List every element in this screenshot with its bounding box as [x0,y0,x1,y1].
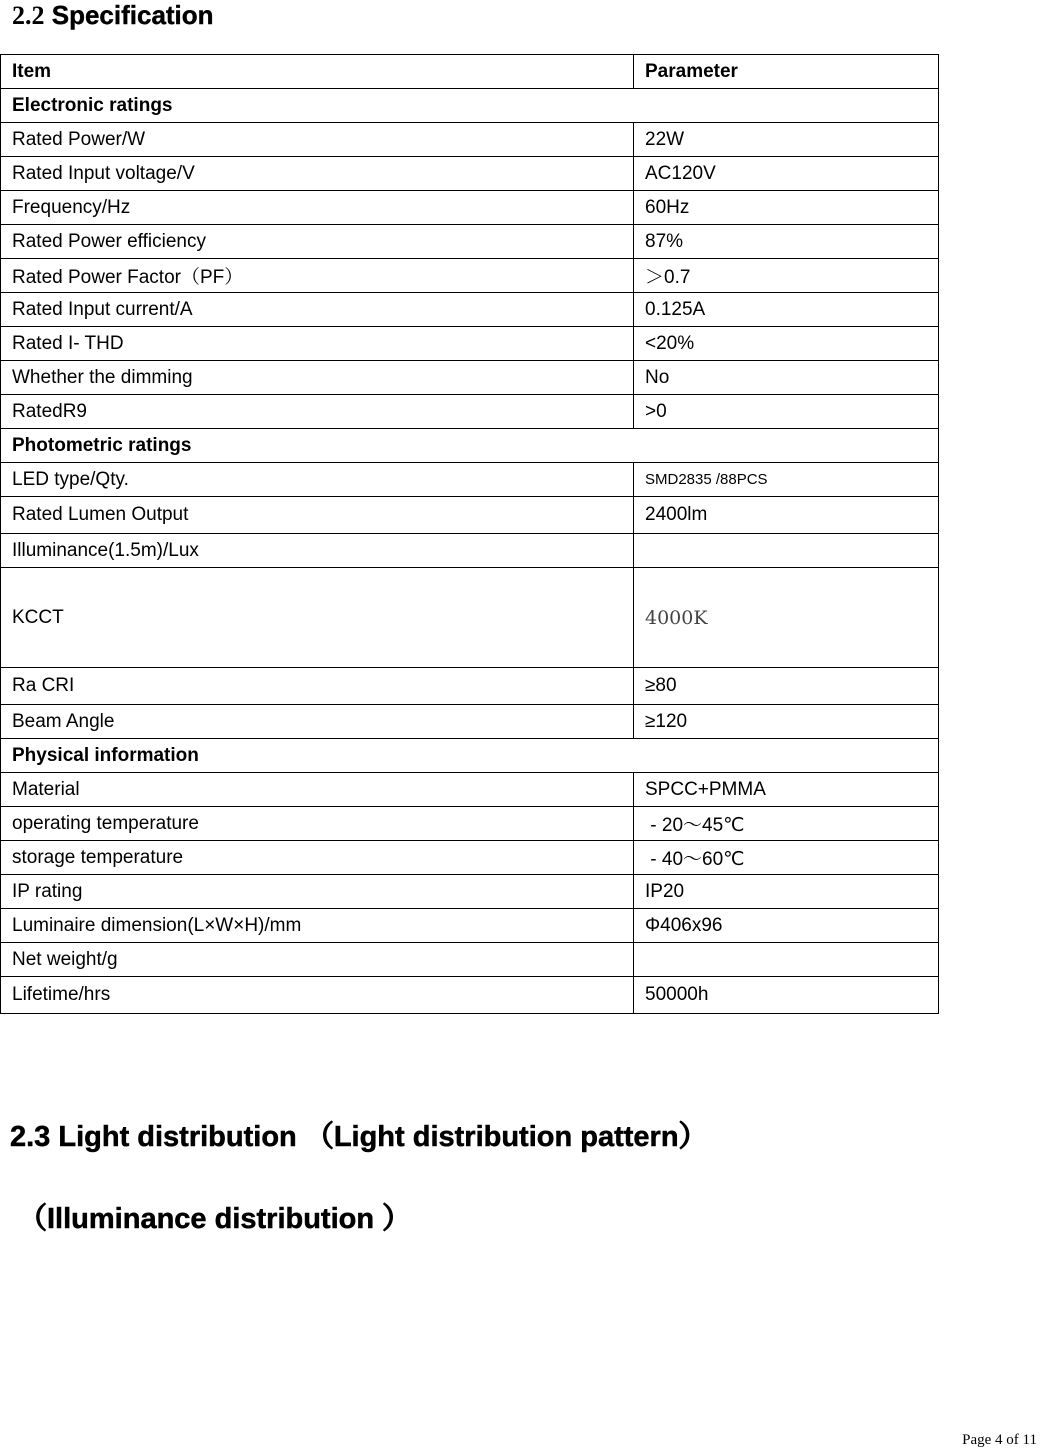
row-item: Beam Angle [1,705,634,739]
table-row [1,705,939,739]
row-value: >0 [634,395,939,429]
section-heading-illuminance-distribution: （Illuminance distribution ） [18,1203,412,1235]
row-item: storage temperature [1,841,634,875]
row-value: IP20 [634,875,939,909]
row-value: ≥80 [634,668,939,705]
table-row [1,909,939,943]
row-value [634,534,939,568]
row-value: <20% [634,327,939,361]
table-row [1,807,939,841]
row-value: 0.125A [634,293,939,327]
table-row [1,534,939,568]
row-item: IP rating [1,875,634,909]
table-row [1,497,939,534]
row-item: Whether the dimming [1,361,634,395]
section-label: Physical information [1,739,939,773]
row-item: Illuminance(1.5m)/Lux [1,534,634,568]
row-item: Rated Lumen Output [1,497,634,534]
header-parameter: Parameter [634,55,939,89]
row-item: Net weight/g [1,943,634,977]
row-value: SMD2835 /88PCS [634,463,939,497]
table-row [1,463,939,497]
row-item: Rated Power Factor（PF） [1,259,634,293]
section-row-physical [1,739,939,773]
row-value: 22W [634,123,939,157]
section-heading-light-distribution: 2.3 Light distribution （Light distribution pattern） [10,1121,708,1153]
row-item: Rated Input current/A [1,293,634,327]
row-item: Ra CRI [1,668,634,705]
header-item: Item [1,55,634,89]
row-value: AC120V [634,157,939,191]
section-heading-specification [12,0,214,31]
table-row [1,123,939,157]
row-item: LED type/Qty. [1,463,634,497]
row-value: - 40～60℃ [634,841,939,875]
table-header-row [1,55,939,89]
row-item: Frequency/Hz [1,191,634,225]
row-item: Rated Input voltage/V [1,157,634,191]
row-value: SPCC+PMMA [634,773,939,807]
table-row [1,327,939,361]
table-row [1,157,939,191]
section-number: 2.2 [12,1,45,30]
page-number: Page 4 of 11 [962,1432,1037,1448]
table-row [1,191,939,225]
table-row [1,841,939,875]
row-value: 4000K [634,568,939,668]
row-value [634,943,939,977]
row-value: ＞0.7 [634,259,939,293]
table-row [1,395,939,429]
section-label: Electronic ratings [1,89,939,123]
row-value: ≥120 [634,705,939,739]
row-value: 87% [634,225,939,259]
table-row [1,259,939,293]
section-label: Photometric ratings [1,429,939,463]
row-value: No [634,361,939,395]
table-row [1,773,939,807]
table-row [1,977,939,1014]
row-item: operating temperature [1,807,634,841]
row-item: Rated Power efficiency [1,225,634,259]
table-row [1,943,939,977]
table-row [1,668,939,705]
row-value: 50000h [634,977,939,1014]
section-row-photometric [1,429,939,463]
row-item: Rated Power/W [1,123,634,157]
table-row [1,293,939,327]
row-item: KCCT [1,568,634,668]
row-item: Luminaire dimension(L×W×H)/mm [1,909,634,943]
specification-table [0,54,939,1014]
row-item: Material [1,773,634,807]
table-row [1,361,939,395]
row-item: Rated I- THD [1,327,634,361]
section-title: Specification [51,0,214,30]
row-item: Lifetime/hrs [1,977,634,1014]
row-value: Φ406x96 [634,909,939,943]
table-row [1,568,939,668]
table-row [1,225,939,259]
row-value: - 20～45℃ [634,807,939,841]
table-row [1,875,939,909]
row-value: 2400lm [634,497,939,534]
row-value: 60Hz [634,191,939,225]
section-row-electronic [1,89,939,123]
row-item: RatedR9 [1,395,634,429]
